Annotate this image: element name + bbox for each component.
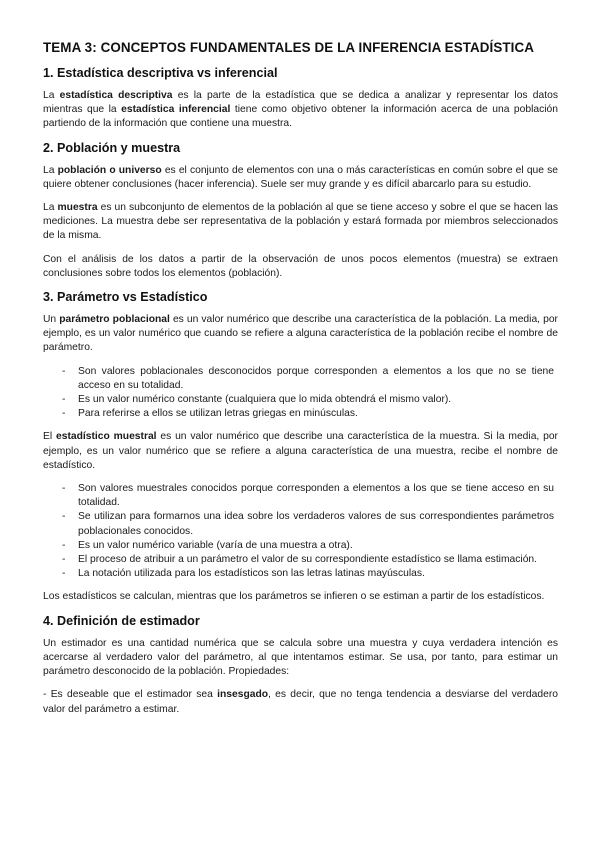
- term-estadistica-descriptiva: estadística descriptiva: [59, 90, 173, 101]
- text: es un valor numérico que describe una característica de la muestra. Si la media, por ejemplo, es un valor numérico que se refiere a alguna característica de una muestra, recibe el nombre de estadístico.: [43, 431, 558, 471]
- text: La: [43, 164, 58, 176]
- list-item: [43, 407, 558, 421]
- term-estadistica-inferencial: estadística inferencial: [121, 104, 231, 116]
- list-item: [43, 567, 558, 581]
- list-item-text: Es un valor numérico constante (cualquiera que lo mida obtendrá el mismo valor).: [78, 394, 452, 406]
- text: La: [43, 202, 58, 214]
- text: - Es deseable que el estimador sea: [43, 689, 218, 701]
- list-item-text: El proceso de atribuir a un parámetro el valor de su correspondiente estadístico se llama estimación.: [78, 554, 538, 566]
- paragraph-muestra: [43, 201, 558, 244]
- text: es un valor numérico que describe una característica de la población. La media, por ejemplo, es un valor numérico que cuando se refiere a alguna característica de la población recibe el nombre de parámetro.: [43, 314, 558, 354]
- term-insesgado: insesgado: [217, 689, 269, 701]
- text: es la parte de la estadística que se dedica a analizar y representar los datos mientras que la: [43, 90, 558, 116]
- text: es un subconjunto de elementos de la población al que se tiene acceso y sobre el que se hacen las mediciones. La muestra debe ser representativa de la población y estará formada por miembros seleccionados de la misma.: [43, 202, 558, 242]
- bullet-dash: -: [62, 365, 66, 377]
- bullet-dash: -: [62, 408, 66, 420]
- section-heading-4: 4. Definición de estimador: [43, 613, 200, 628]
- list-item: [43, 553, 558, 567]
- section-heading-3: 3. Parámetro vs Estadístico: [43, 290, 208, 305]
- paragraph-descriptiva-inferencial: [43, 89, 558, 132]
- paragraph-estimador: Un estimador es una cantidad numérica que se calcula sobre una muestra y cuya verdadera intención es acercarse al verdadero valor del parámetro, al que intentamos estimar. Se usa, por tanto, para estimar un parámetro desconocido de la población. Propiedades:: [43, 637, 558, 678]
- document-content: [43, 40, 558, 726]
- list-item: [43, 393, 558, 407]
- bullet-dash: -: [62, 568, 66, 580]
- list-item-text: Son valores muestrales conocidos porque corresponden a elementos a los que se tiene acceso en su totalidad.: [78, 483, 554, 509]
- paragraph-poblacion: [43, 164, 558, 192]
- section-heading-2: 2. Población y muestra: [43, 140, 181, 155]
- paragraph-insesgado: [43, 688, 558, 716]
- text: Un: [43, 314, 60, 326]
- paragraph-calculo-estimacion: Los estadísticos se calculan, mientras que los parámetros se infieren o se estiman a partir de los estadísticos.: [43, 591, 545, 603]
- bullet-dash: -: [62, 511, 66, 523]
- list-item: [43, 482, 558, 510]
- term-poblacion: población o universo: [57, 164, 162, 176]
- list-item-text: Se utilizan para formarnos una idea sobre los verdaderos valores de sus correspondientes parámetros poblacionales conocidos.: [78, 511, 554, 537]
- list-item-text: Son valores poblacionales desconocidos porque corresponden a elementos a los que no se tiene acceso en su totalidad.: [78, 365, 554, 391]
- bullet-dash: -: [62, 539, 66, 551]
- text: tiene como objetivo obtener la información acerca de una población partiendo de la información que contiene una muestra.: [43, 104, 558, 130]
- text: El: [43, 431, 56, 443]
- list-item: [43, 365, 558, 393]
- bullet-dash: -: [62, 483, 66, 495]
- text: La: [43, 90, 60, 101]
- term-estadistico-muestral: estadístico muestral: [56, 431, 157, 443]
- term-muestra: muestra: [57, 202, 98, 214]
- list-item-text: Para referirse a ellos se utilizan letras griegas en minúsculas.: [78, 408, 358, 420]
- page-title: TEMA 3: CONCEPTOS FUNDAMENTALES DE LA INFERENCIA ESTADÍSTICA: [43, 40, 535, 55]
- text: es el conjunto de elementos con una o más características en común sobre el que se quiere obtener conclusiones (hacer inferencia). Suele ser muy grande y es difícil abarcarlo para su estudio.: [43, 164, 559, 190]
- list-item: [43, 510, 558, 538]
- list-item: [43, 539, 558, 553]
- text: , es decir, que no tenga tendencia a desviarse del verdadero valor del parámetro a estimar.: [43, 689, 558, 715]
- estadistico-properties-list: [43, 482, 558, 581]
- list-item-text: La notación utilizada para los estadísticos son las letras latinas mayúsculas.: [78, 568, 425, 580]
- parametro-properties-list: [43, 365, 558, 422]
- list-item-text: Es un valor numérico variable (varía de una muestra a otra).: [78, 539, 353, 551]
- bullet-dash: -: [62, 394, 66, 406]
- paragraph-parametro: [43, 313, 558, 356]
- paragraph-analisis: Con el análisis de los datos a partir de la observación de unos pocos elementos (muestra) se extraen conclusiones sobre todos los elementos (población).: [43, 253, 558, 279]
- section-heading-1: 1. Estadística descriptiva vs inferencial: [43, 66, 278, 80]
- paragraph-estadistico: [43, 430, 558, 473]
- bullet-dash: -: [62, 554, 66, 566]
- term-parametro-poblacional: parámetro poblacional: [59, 314, 170, 326]
